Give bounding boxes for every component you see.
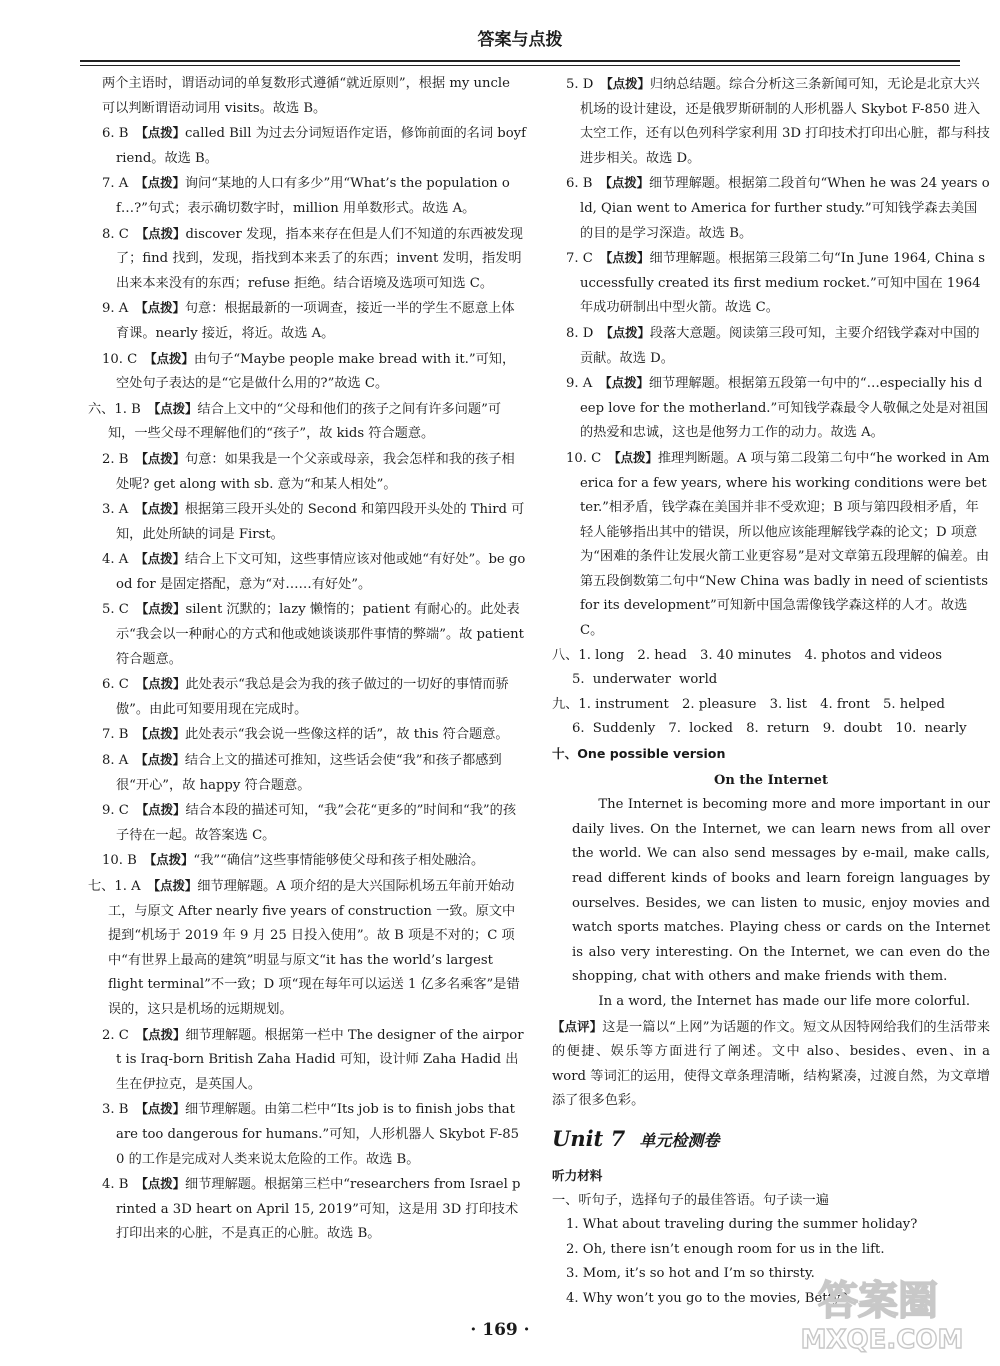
hint-tag: 【点拨】 [141,125,186,141]
unit-heading [552,1124,990,1158]
right-column [552,72,990,1312]
comment-tag: 【点评】 [552,1018,603,1034]
answer-number: 3. B [102,1102,129,1118]
answer-explanation: 结合上文中的“父母和他们的孩子之间有许多问题”可知，一些父母不理解他们的“孩子”，故 kids 符合题意。 [108,401,502,442]
listening-heading: 听力材料 [552,1167,603,1183]
section-8-line1: 1. long 2. head 3. 40 minutes 4. photos and videos [578,647,942,663]
answer-number: 10. C [566,450,602,466]
answer-item [88,748,526,798]
answer-number: 7. B [102,727,129,743]
answer-explanation: 细节理解题。根据第五段第一句中的“…especially his deep love for the motherland.”可知钱学森最令人敬佩之处是对祖国的热爱和忠诚，这也是他努力工作的动力。故选 A。 [580,376,989,441]
answer-explanation: 结合上下文可知，这些事情应该对他或她“有好处”。be good for 是固定搭配，意为“对……有好处”。 [116,552,526,592]
section-9-answers [552,693,990,718]
hint-tag: 【点拨】 [150,350,194,366]
answer-explanation: discover 发现，指本来存在但是人们不知道的东西被发现了；find 找到，发现，指找到本来丢了的东西；invent 发明，指发明出来本来没有的东西；refuse 拒绝。结合语境及选项可知选 C。 [116,226,523,291]
answer-item [88,672,526,722]
answer-number: 七、1. A [88,879,141,894]
answer-item [88,296,526,346]
answer-item [88,171,526,221]
answer-number: 2. C [102,1027,129,1043]
essay-paragraph-2: In a word, the Internet has made our life more colorful. [598,993,971,1009]
essay-paragraph-1: The Internet is becoming more and more important in our daily lives. On the Internet, we can learn news from all over the world. We can also send messages by e-mail, make calls, read different kinds of books and learn foreign languages by ourselves. Besides, we can listen to music, enjoy movies and watch sports matches. Playing chess or cards on the Internet is also very interesting. On the Internet, we can even do the shopping, chat with others and make friends with them. [572,797,990,985]
answer-item [552,72,990,171]
answer-item [88,447,526,497]
section-9-label: 九、 [552,696,579,712]
section-10-heading: 十、One possible version [552,746,726,762]
answer-number: 8. C [102,226,129,242]
watermark-graphic [778,1268,988,1358]
answer-explanation: 细节理解题。根据第三栏中“researchers from Israel printed a 3D heart on April 15, 2019”可知，这是用 3D 打印技术打印出来的心脏，不是真正的心脏。故选 B。 [116,1177,521,1242]
answer-number: 10. B [102,853,137,869]
answer-explanation: 细节理解题。根据第二段首句“When he was 24 years old, Qian went to America for further study.”可知钱学森去美国的目的是学习深造。故选 B。 [580,176,990,241]
svg-text:答案圈: 答案圈 [818,1278,938,1324]
listening-instruction: 一、听句子，选择句子的最佳答语。句子读一遍 [552,1192,829,1208]
answer-explanation: 此处表示“我总是会为我的孩子做过的一切好的事情而骄傲”。由此可知要用现在完成时。 [116,677,509,717]
hint-tag: 【点拨】 [142,802,186,818]
answer-item [88,1172,526,1247]
hint-tag: 【点拨】 [141,1176,186,1192]
hint-tag: 【点拨】 [154,400,198,416]
hint-tag: 【点拨】 [141,450,186,466]
section-8-line2: 5. underwater world [572,672,718,688]
left-column [88,72,526,1247]
answer-number: 6. B [102,126,129,142]
answer-item [88,798,526,848]
essay-title: On the Internet [714,772,828,788]
listening-line-3: 3. Mom, it’s so hot and I’m so thirsty. [566,1266,815,1282]
answer-item [88,1097,526,1172]
hint-tag: 【点拨】 [605,375,649,391]
hint-tag: 【点拨】 [614,449,658,465]
answer-number: 9. C [102,803,129,819]
answer-number: 6. C [102,677,129,693]
answer-number: 六、1. B [88,401,141,417]
answer-number: 10. C [102,351,138,367]
section-9-line1: 1. instrument 2. pleasure 3. list 4. front 5. helped [578,696,945,712]
answer-explanation: 由句子“Maybe people make bread with it.”可知，空处句子表达的是“它是做什么用的?”故选 C。 [116,351,516,392]
answer-explanation: silent 沉默的；lazy 懒惰的；patient 有耐心的。此处表示“我会以一种耐心的方式和他或她谈谈那件事情的弊端”。故 patient 符合题意。 [116,602,524,667]
answer-item [88,848,526,874]
hint-tag: 【点拨】 [606,324,650,340]
answer-number: 4. A [102,552,129,568]
answer-explanation: 推理判断题。A 项与第二段第二句中“he worked in America for a few years, where his working conditions were better.”相矛盾，钱学森在美国并非不受欢迎；B 项与第四段相矛盾，年轻人能够指出其中的错误，所以他应该能理解钱学森的论文；D 项意为“困难的条件让发展火箭工业更容易”是对文章第五段理解的偏差。由第五段倒数第二句中“New China was badly in need of scientists for its development”可知新中国急需像钱学森这样的人才。故选 C。 [580,450,990,639]
header-rule-thin [80,65,960,66]
page-number: · 169 · [470,1320,530,1340]
hint-tag: 【点拨】 [606,76,650,91]
hint-tag: 【点拨】 [150,852,194,868]
hint-tag: 【点拨】 [142,601,186,617]
hint-tag: 【点拨】 [141,175,185,191]
hint-tag: 【点拨】 [141,1101,186,1117]
hint-tag: 【点拨】 [142,676,186,692]
hint-tag: 【点拨】 [141,726,186,742]
page-header [80,22,960,62]
answer-number: 8. D [566,325,594,341]
answer-explanation: 段落大意题。阅读第三段可知，主要介绍钱学森对中国的贡献。故选 D。 [580,325,980,366]
answer-explanation: “我”“确信”这些事情能够使父母和孩子相处融洽。 [193,853,485,869]
unit-subtitle: 单元检测卷 [639,1130,720,1150]
answer-item [552,321,990,371]
answer-item [88,222,526,297]
hint-tag: 【点拨】 [141,501,185,517]
answer-item [88,722,526,748]
answer-explanation: 归纳总结题。综合分析这三条新闻可知，无论是北京大兴机场的设计建设，还是俄罗斯研制的人形机器人 Skybot F-850 进入太空工作，还有以色列科学家利用 3D 打印技术打印出心脏，都与科技进步相关。故选 D。 [580,77,990,166]
hint-tag: 【点拨】 [141,752,185,768]
answer-explanation: 细节理解题。根据第一栏中 The designer of the airport is Iraq-born British Zaha Hadid 可知，设计师 Zaha Hadid 出生在伊拉克，是英国人。 [116,1027,524,1092]
answer-number: 8. A [102,753,129,769]
answer-explanation: 结合本段的描述可知，“我”会花“更多的”时间和“我”的孩子待在一起。故答案选 C。 [116,803,517,843]
answer-number: 3. A [102,502,129,518]
listening-line-1: 1. What about traveling during the summer holiday? [566,1217,918,1233]
answer-item [88,874,526,1023]
watermark-logo [778,1268,988,1358]
listening-line-4: 4. Why won’t you go to the movies, Betty? [566,1290,848,1306]
answer-item [552,371,990,446]
answer-explanation: 询问“某地的人口有多少”用“What’s the population of…?”句式；表示确切数字时，million 用单数形式。故选 A。 [116,176,510,216]
answer-explanation: 根据第三段开头处的 Second 和第四段开头处的 Third 可知，此处所缺的词是 First。 [116,502,525,542]
hint-tag: 【点拨】 [141,551,185,567]
section-9-line2: 6. Suddenly 7. locked 8. return 9. doubt 10. nearly [572,721,967,737]
answer-item [88,497,526,547]
hint-tag: 【点拨】 [142,225,186,241]
answer-number: 7. C [566,251,593,267]
hint-tag: 【点拨】 [606,250,650,266]
answer-explanation: 细节理解题。由第二栏中“Its job is to finish jobs that are too dangerous for humans.”可知，人形机器人 Skybot F-850 的工作是完成对人类来说太危险的工作。故选 B。 [116,1102,519,1167]
answer-explanation: 结合上文的描述可推知，这些话会使“我”和孩子都感到很“开心”，故 happy 符合题意。 [116,753,502,793]
answer-item [88,121,526,171]
section-8-answers [552,644,990,669]
answer-item [88,347,526,397]
answer-number: 9. A [566,376,593,392]
answer-explanation: 句意：如果我是一个父亲或母亲，我会怎样和我的孩子相处呢? get along with sb. 意为“和某人相处”。 [116,451,515,492]
essay-comment [552,1015,990,1114]
answer-explanation: 细节理解题。根据第三段第二句“In June 1964, China successfully created its first medium rocket.”可知中国在 1964 年成功研制出中型火箭。故选 C。 [580,251,986,316]
hint-tag: 【点拨】 [153,878,198,893]
answer-explanation: 句意：根据最新的一项调查，接近一半的学生不愿意上体育课。nearly 接近，将近。故选 A。 [116,301,515,341]
comment-text: 这是一篇以“上网”为话题的作文。短文从因特网给我们的生活带来的便捷、娱乐等方面进行了阐述。文中 also、besides、even、in a word 等词汇的运用，使得文章条理清晰，结构紧凑，过渡自然，为文章增添了很多色彩。 [552,1019,991,1109]
answer-explanation: 细节理解题。A 项介绍的是大兴国际机场五年前开始动工，与原文 After nearly five years of construction 一致。原文中提到“机场于 2019 年 9 月 25 日投入使用”。故 B 项是不对的；C 项中“有世界上最高的建筑”明显与原文“it has the world’s largest flight terminal”不一致；D 项“现在每年可以运送 1 亿多名乘客”是错误的，这只是机场的远期规划。 [108,879,520,1017]
header-title: 答案与点拨 [477,30,563,50]
right-answer-list [552,72,990,644]
hint-tag: 【点拨】 [605,175,650,191]
header-rule [80,60,960,62]
answer-item [88,397,526,447]
answer-number: 9. A [102,301,129,317]
answer-number: 2. B [102,451,129,467]
hint-tag: 【点拨】 [141,300,185,316]
listening-line-2: 2. Oh, there isn’t enough room for us in the lift. [566,1241,885,1257]
section-8-label: 八、 [552,647,579,663]
unit-name: Unit 7 [552,1125,626,1151]
answer-continuation: 两个主语时，谓语动词的单复数形式遵循“就近原则”，根据 my uncle 可以判断谓语动词用 visits。故选 B。 [102,76,510,116]
answer-number: 5. D [566,77,594,92]
answer-item [552,246,990,321]
answer-item [552,171,990,246]
answer-number: 6. B [566,176,593,192]
answer-item [552,446,990,644]
answer-number: 4. B [102,1177,129,1193]
answer-number: 7. A [102,176,129,192]
answer-item [88,597,526,672]
svg-text:MXQE.COM: MXQE.COM [800,1325,964,1355]
answer-explanation: 此处表示“我会说一些像这样的话”，故 this 符合题意。 [185,727,509,743]
hint-tag: 【点拨】 [142,1026,186,1042]
answer-number: 5. C [102,602,129,618]
answer-explanation: called Bill 为过去分词短语作定语，修饰前面的名词 boyfriend。故选 B。 [116,126,526,166]
answer-item [88,1023,526,1098]
answer-item [88,547,526,597]
